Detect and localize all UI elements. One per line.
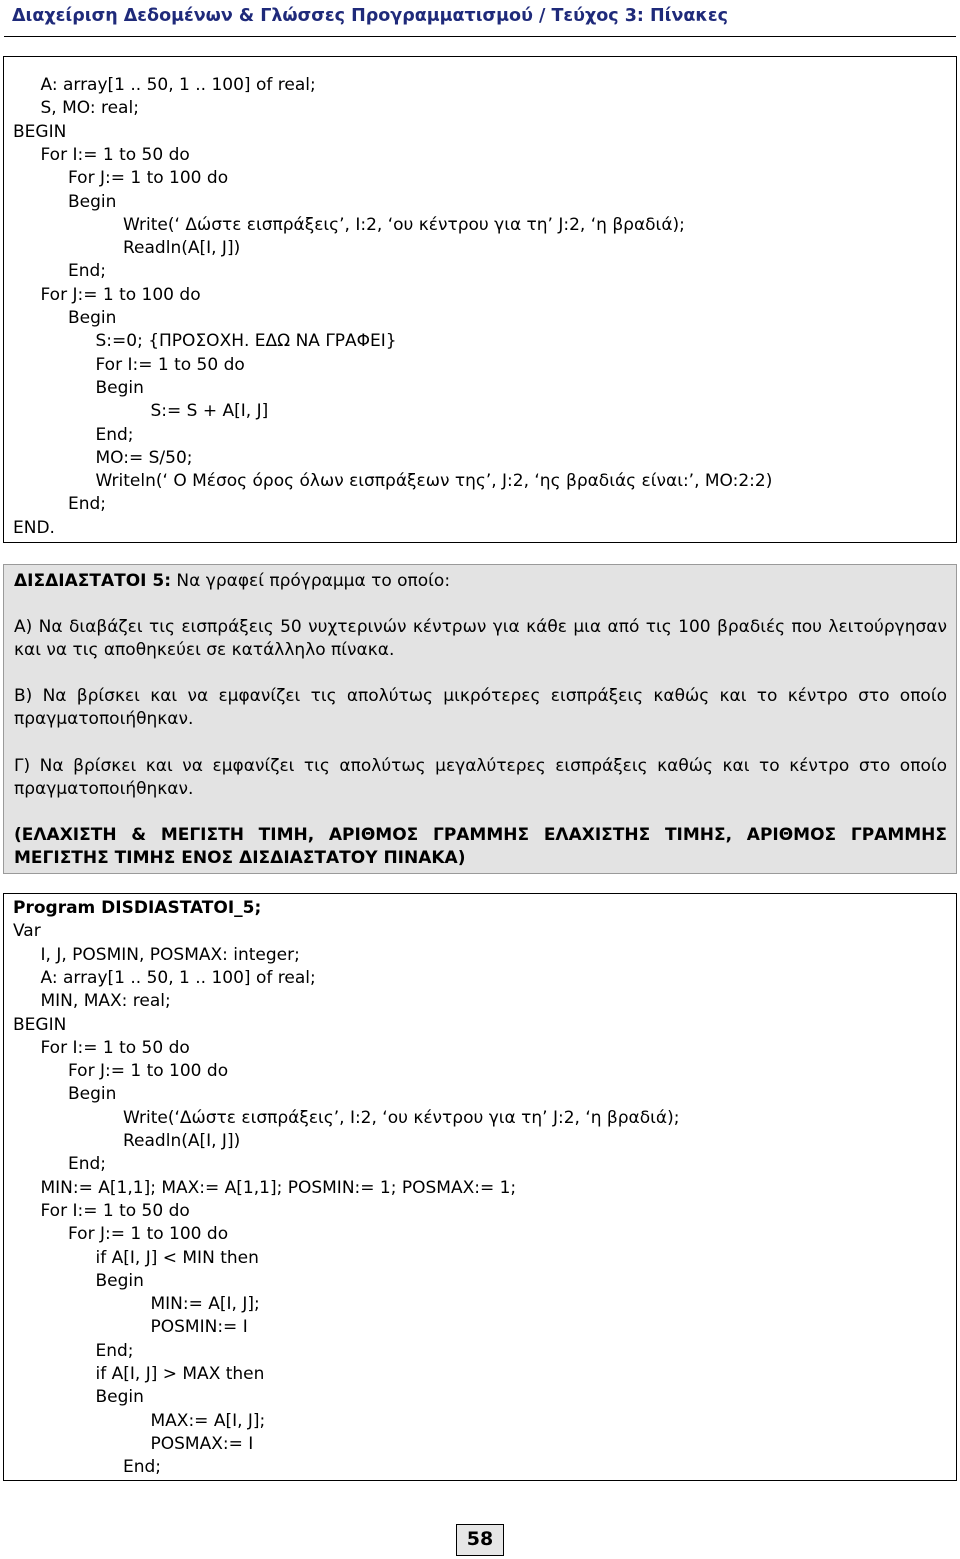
code-line: For J:= 1 to 100 do	[40, 284, 201, 305]
code-line: S, MO: real;	[40, 98, 139, 119]
code-line: POSMIN:= I	[150, 1317, 248, 1338]
code-line: BEGIN	[13, 121, 67, 142]
exercise-title	[14, 571, 450, 591]
page-number: 58	[456, 1524, 504, 1556]
code-block-2	[3, 893, 957, 1481]
code-line: Writeln(‘ Ο Μέσος όρος όλων εισπράξεων της’, J:2, ‘ης βραδιάς είναι:’, MO:2:2)	[95, 471, 773, 492]
code-line: For J:= 1 to 100 do	[68, 1224, 229, 1245]
code-line: Begin	[68, 308, 117, 328]
exercise-item-a: Α) Να διαβάζει τις εισπράξεις 50 νυχτερινών κέντρων για κάθε μια από τις 100 βραδιές που λειτούργησαν και να τις αποθηκεύει σε κατάλληλο πίνακα.	[14, 617, 947, 660]
exercise-instruction: Να γραφεί πρόγραμμα το οποίο:	[171, 571, 451, 591]
code-line: For I:= 1 to 50 do	[95, 354, 245, 375]
header-title: Διαχείριση Δεδομένων & Γλώσσες Προγραμματισμού / Τεύχος 3: Πίνακες	[12, 6, 728, 26]
code-line: Begin	[95, 1270, 144, 1291]
code-line: BEGIN	[13, 1014, 67, 1035]
code-line: For I:= 1 to 50 do	[40, 144, 190, 165]
code-line: Begin	[95, 377, 144, 398]
exercise-label: ΔΙΣΔΙΑΣΤΑΤΟΙ 5:	[14, 571, 172, 591]
code-line: if A[I, J] > MAX then	[95, 1364, 265, 1384]
code-line: MAX:= A[I, J];	[150, 1410, 266, 1431]
code-line: POSMAX:= I	[150, 1433, 254, 1454]
code-line: Program DISDIASTATOI_5;	[13, 898, 262, 918]
code-line: End;	[68, 494, 107, 515]
code-line: S:=0; {ΠΡΟΣΟΧΗ. ΕΔΩ ΝΑ ΓΡΑΦΕΙ}	[95, 331, 397, 352]
code-line: if A[I, J] < MIN then	[95, 1247, 259, 1268]
exercise-note: (ΕΛΑΧΙΣΤΗ & ΜΕΓΙΣΤΗ ΤΙΜΗ, ΑΡΙΘΜΟΣ ΓΡΑΜΜΗΣ ΕΛΑΧΙΣΤΗΣ ΤΙΜΗΣ, ΑΡΙΘΜΟΣ ΓΡΑΜΜΗΣ ΜΕΓΙΣΤΗΣ ΤΙΜΗΣ ΕΝΟΣ ΔΙΣΔΙΑΣΤΑΤΟΥ ΠΙΝΑΚΑ)	[14, 825, 947, 868]
code-line: For J:= 1 to 100 do	[68, 168, 229, 189]
code-line: A: array[1 .. 50, 1 .. 100] of real;	[40, 967, 316, 988]
code-line: Begin	[95, 1387, 144, 1408]
code-line: Write(‘ Δώστε εισπράξεις’, I:2, ‘ου κέντρου για τη’ J:2, ‘η βραδιά);	[123, 214, 685, 235]
code-line: S:= S + A[I, J]	[150, 401, 269, 422]
code-line: Begin	[68, 1084, 117, 1105]
code-line: MO:= S/50;	[95, 447, 193, 468]
code-line: MIN:= A[I, J];	[150, 1294, 260, 1315]
code-line: A: array[1 .. 50, 1 .. 100] of real;	[40, 75, 316, 95]
code-line: Readln(A[I, J])	[123, 238, 241, 259]
code-line: MIN:= A[1,1]; MAX:= A[1,1]; POSMIN:= 1; POSMAX:= 1;	[40, 1177, 517, 1198]
code-line: I, J, POSMIN, POSMAX: integer;	[40, 944, 300, 965]
code-line: Readln(A[I, J])	[123, 1131, 241, 1151]
code-line: Begin	[68, 191, 117, 212]
code-line: For J:= 1 to 100 do	[68, 1061, 229, 1082]
code-block-1	[3, 56, 957, 543]
code-line: MIN, MAX: real;	[40, 991, 171, 1012]
code-line: Var	[13, 921, 41, 942]
page-header	[4, 2, 956, 37]
exercise-item-b: Β) Να βρίσκει και να εμφανίζει τις απολύτως μικρότερες εισπράξεις καθώς και το κέντρο στο οποίο πραγματοποιήθηκαν.	[14, 686, 947, 729]
exercise-box	[3, 564, 957, 874]
exercise-item-c: Γ) Να βρίσκει και να εμφανίζει τις απολύτως μεγαλύτερες εισπράξεις καθώς και το κέντρο στο οποίο πραγματοποιήθηκαν.	[14, 756, 947, 799]
code-line: End;	[68, 1154, 107, 1175]
code-line: Write(‘Δώστε εισπράξεις’, I:2, ‘ου κέντρου για τη’ J:2, ‘η βραδιά);	[123, 1107, 680, 1128]
code-line: END.	[13, 517, 55, 538]
code-line: For I:= 1 to 50 do	[40, 1037, 190, 1058]
code-line: End;	[68, 261, 107, 282]
code-line: For I:= 1 to 50 do	[40, 1200, 190, 1221]
code-line: End;	[123, 1457, 162, 1478]
code-line: End;	[95, 424, 134, 445]
code-line: End;	[95, 1340, 134, 1361]
